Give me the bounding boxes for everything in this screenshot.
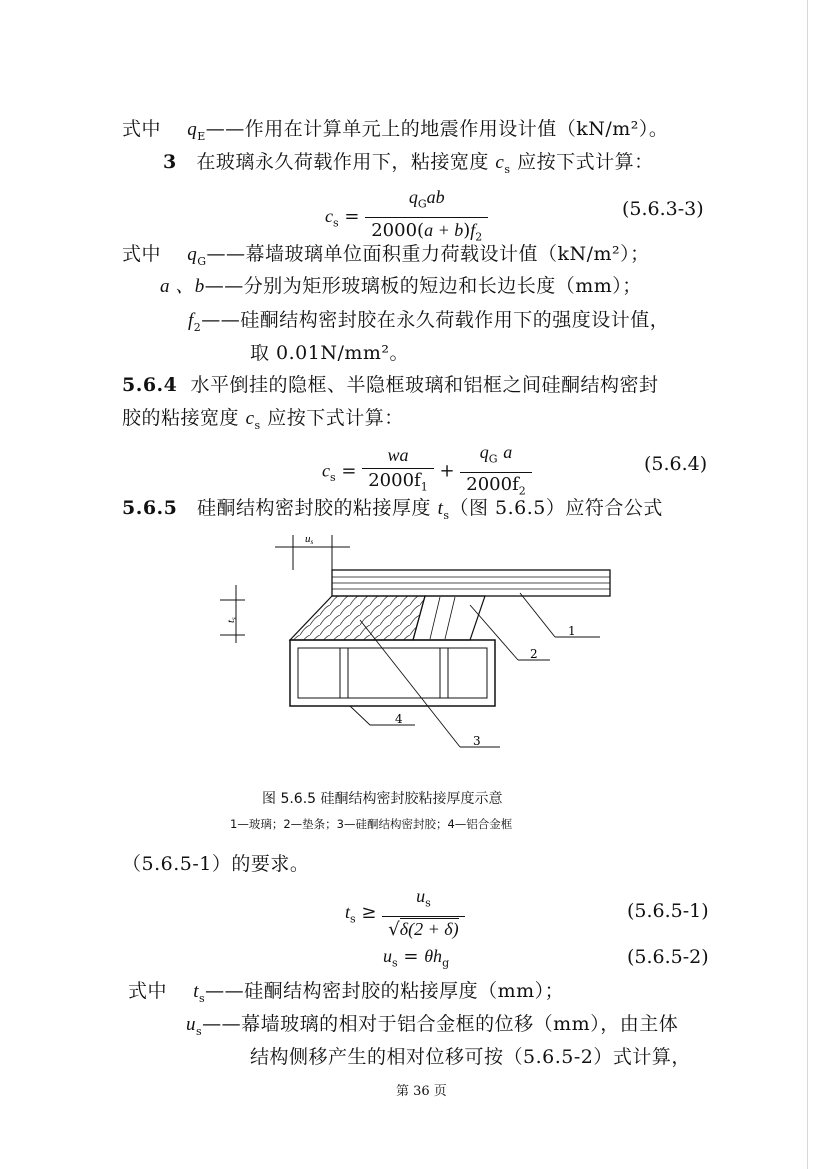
numerator (382, 884, 464, 917)
dash: —— (206, 243, 246, 265)
symbol: c (495, 152, 505, 173)
equation-5-6-4 (322, 440, 532, 503)
page-number: 第 36 页 (396, 1084, 447, 1099)
figure-caption: 图 5.6.5 硅酮结构密封胶粘接厚度示意 (262, 791, 503, 807)
equation-5-6-3-3 (325, 185, 488, 249)
symbol-sub: s (504, 162, 511, 176)
callout-3: 3 (473, 734, 481, 748)
dash: —— (205, 118, 245, 140)
symbol-sub: s (443, 508, 450, 522)
clause-text: 水平倒挂的隐框、半隐框玻璃和铝框之间硅酮结构密封 (190, 374, 659, 396)
num-tail: ab (426, 187, 445, 207)
eq-sign: = (403, 946, 419, 967)
eq-lhs-sub: s (392, 956, 398, 970)
clause-text-2: （图 5.6.5）应符合公式 (449, 497, 663, 519)
clause-5-6-5 (122, 496, 663, 528)
plus-sign: + (439, 460, 455, 482)
definition-ts (128, 979, 564, 1011)
symbol: q (187, 244, 198, 265)
clause-3 (163, 150, 654, 182)
definition-ab (160, 274, 642, 299)
equation-5-6-5-2 (383, 946, 449, 970)
den-part-c: ) (463, 219, 471, 241)
den-radicand: δ(2 + δ) (399, 918, 459, 939)
numerator (460, 440, 531, 473)
clause-text: 硅酮结构密封胶的粘接厚度 (197, 497, 432, 519)
callout-2: 2 (530, 647, 538, 661)
eq-lhs-sub: s (333, 216, 339, 230)
den-part-a: 2000( (371, 219, 425, 241)
num-text: wa (387, 445, 409, 466)
dimension-us (275, 533, 350, 570)
symbol-sub: s (198, 991, 206, 1005)
clause-number: 5.6.4 (122, 374, 178, 396)
symbol-sub: 2 (193, 320, 202, 334)
den-sub: 1 (420, 480, 428, 494)
clause-number: 5.6.5 (122, 497, 178, 519)
fraction (365, 185, 488, 249)
symbol-sub: E (197, 129, 206, 143)
den-text: 2000f (466, 473, 519, 495)
equation-number: (5.6.5-1) (627, 900, 709, 922)
definition-f2 (188, 308, 669, 340)
label-ts: ts (225, 617, 238, 623)
callout-1: 1 (568, 624, 576, 638)
den-text: 2000f (368, 470, 421, 492)
eq-lhs: c (322, 460, 330, 481)
label-us: us (305, 533, 314, 546)
numerator (365, 185, 488, 218)
clause-5-6-4 (122, 373, 659, 397)
eq-lhs: u (383, 946, 392, 966)
eq-relation: ≥ (361, 901, 377, 923)
clause-5-6-4-cont (122, 406, 404, 438)
symbol: c (245, 408, 255, 429)
symbol: t (437, 498, 444, 519)
num-symbol: u (416, 886, 426, 906)
definition-text: 幕墙玻璃的相对于铝合金框的位移（mm），由主体 (241, 1013, 679, 1035)
den-part-b: a + b (424, 219, 464, 240)
fraction-1 (362, 443, 433, 500)
eq-lhs-sub: s (330, 471, 336, 485)
eq-lhs: t (345, 901, 351, 922)
equation-5-6-5-1 (345, 884, 465, 942)
numerator (362, 443, 433, 469)
definition-text: 硅酮结构密封胶的粘接厚度（mm）； (244, 980, 565, 1002)
glass-pane (332, 570, 610, 596)
symbol: u (186, 1014, 196, 1035)
dimension-ts (220, 585, 245, 643)
definition-us-cont: 结构侧移产生的相对位移可按（5.6.5-2）式计算， (250, 1046, 691, 1068)
equation-number: (5.6.5-2) (627, 946, 709, 968)
den-f-sub: 2 (475, 230, 483, 244)
definition-us (186, 1012, 678, 1044)
eq-sign: = (341, 460, 357, 482)
definition-text: 硅酮结构密封胶在永久荷载作用下的强度设计值， (240, 309, 670, 331)
definition-f2-value: 取 0.01N/mm²。 (250, 342, 410, 364)
symbol: q (187, 119, 198, 140)
dash: —— (202, 1013, 242, 1035)
aluminium-frame (290, 640, 495, 706)
num-sub: s (425, 896, 431, 910)
den-f: f (470, 219, 476, 240)
definition-text: 分别为矩形玻璃板的短边和长边长度（mm）； (243, 275, 642, 297)
clause-number: 3 (163, 151, 177, 173)
clause-text: 胶的粘接宽度 (122, 407, 240, 429)
figure-sealant-thickness (200, 525, 640, 765)
clause-text-2: 应按下式计算： (267, 407, 404, 429)
equation-number: (5.6.3-3) (622, 198, 704, 220)
eq-lhs-sub: s (350, 912, 356, 926)
definition-text: 幕墙玻璃单位面积重力荷载设计值（kN/m²）； (245, 243, 650, 265)
requirement-text: （5.6.5-1）的要求。 (122, 853, 310, 875)
symbol-sub: s (196, 1024, 203, 1038)
num-tail: a (503, 442, 513, 462)
lead-word: 式中 (122, 118, 162, 140)
sealant (290, 596, 485, 640)
equation-number: (5.6.4) (644, 453, 708, 475)
eq-rhs-sub: g (442, 956, 450, 970)
page-edge (807, 0, 808, 1169)
figure-legend: 1—玻璃；2—垫条；3—硅酮结构密封胶；4—铝合金框 (230, 817, 513, 831)
clause-text-2: 应按下式计算： (517, 151, 654, 173)
definition-qe (122, 117, 668, 149)
dash: —— (204, 275, 244, 297)
num-symbol: q (479, 442, 489, 462)
symbol-sub: s (254, 418, 261, 432)
eq-sign: = (344, 206, 360, 228)
num-sub: G (488, 452, 498, 466)
num-symbol: q (408, 187, 418, 207)
fraction (382, 884, 464, 942)
num-sub: G (417, 197, 427, 211)
symbol: f (188, 310, 194, 331)
symbol-sub: G (197, 254, 207, 268)
dash: —— (205, 980, 245, 1002)
dash: —— (201, 309, 241, 331)
eq-rhs: θh (424, 946, 443, 966)
eq-lhs: c (325, 206, 333, 227)
den-sub: 2 (518, 484, 526, 498)
lead-word: 式中 (122, 243, 162, 265)
symbol: a 、b (160, 276, 205, 297)
symbol: t (193, 981, 199, 1002)
fraction-2 (460, 440, 531, 503)
denominator: √δ(2 + δ) (388, 918, 459, 940)
lead-word: 式中 (128, 980, 168, 1002)
definition-qg (122, 242, 650, 274)
clause-text: 在玻璃永久荷载作用下，粘接宽度 (196, 151, 489, 173)
definition-text: 作用在计算单元上的地震作用设计值（kN/m²）。 (244, 118, 669, 140)
callout-4: 4 (395, 712, 403, 726)
